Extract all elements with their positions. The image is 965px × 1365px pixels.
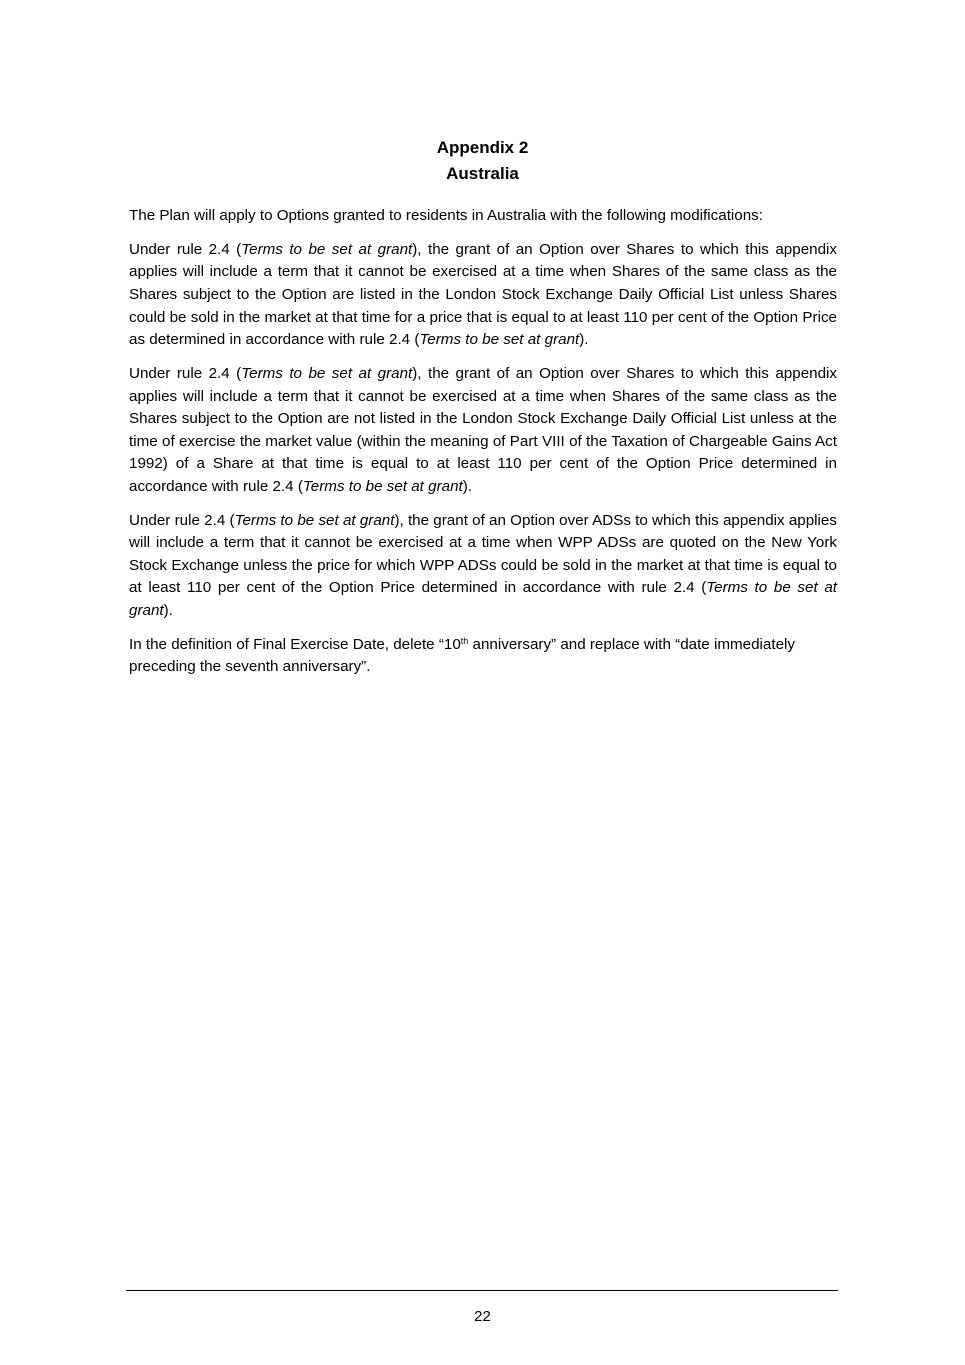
page-number: 22 — [474, 1308, 491, 1325]
paragraph-text: ), the grant of an Option over Shares to which this appendix applies will include a term that it cannot be exercised at a time when Shares of the same class as the Shares subject to the Option are not listed in the London Stock Exchange Daily Official List unless at the time of exercise the market value (within the meaning of Part VIII of the Taxation of Chargeable Gains Act 1992) of a Share at that time is equal to at least 110 per cent of the Option Price determined in accordance with rule 2.4 ( — [129, 364, 837, 495]
paragraph-text: ), the grant of an Option over ADSs to which this appendix applies will include a term that it cannot be exercised at a time when WPP ADSs are quoted on the New York Stock Exchange unless the price for which WPP ADSs could be sold in the market at that time is equal to at least 110 per cent of the Option Price determined in accordance with rule 2.4 ( — [129, 511, 837, 597]
country-heading: Australia — [446, 164, 519, 183]
rule-reference: Terms to be set at grant — [419, 331, 580, 349]
document-body — [129, 205, 837, 690]
paragraph-unlisted-shares — [129, 363, 837, 499]
paragraph-text: ), the grant of an Option over Shares to which this appendix applies will include a term that it cannot be exercised at a time when Shares of the same class as the Shares subject to the Option are listed in the London Stock Exchange Daily Official List unless Shares could be sold in the market at that time for a price that is equal to at least 110 per cent of the Option Price as determined in accordance with rule 2.4 ( — [129, 240, 837, 349]
paragraph-text: Under rule 2.4 ( — [129, 511, 235, 529]
rule-reference: Terms to be set at grant — [241, 240, 413, 258]
footer-divider — [126, 1290, 838, 1291]
appendix-heading: Appendix 2 — [436, 138, 529, 157]
intro-paragraph: The Plan will apply to Options granted to residents in Australia with the following modifications: — [129, 207, 763, 224]
rule-reference: Terms to be set at grant — [302, 477, 463, 495]
paragraph-text: ). — [462, 477, 473, 495]
paragraph-text: In the definition of Final Exercise Date, delete “10 — [129, 635, 461, 653]
rule-reference: Terms to be set at grant — [241, 364, 413, 382]
paragraph-adss — [129, 510, 837, 623]
paragraph-listed-shares — [129, 239, 837, 352]
paragraph-text: Under rule 2.4 ( — [129, 240, 242, 258]
rule-reference: Terms to be set at grant — [234, 511, 395, 529]
ordinal-suffix: th — [460, 635, 469, 646]
paragraph-text: anniversary” and replace with “date immediately preceding the seventh anniversary”. — [129, 635, 795, 676]
paragraph-text: ). — [579, 331, 589, 349]
paragraph-text: Under rule 2.4 ( — [129, 364, 242, 382]
paragraph-text: ). — [163, 602, 173, 620]
paragraph-final-exercise-date — [129, 634, 837, 679]
rule-reference: Terms to be set at grant — [129, 579, 837, 620]
